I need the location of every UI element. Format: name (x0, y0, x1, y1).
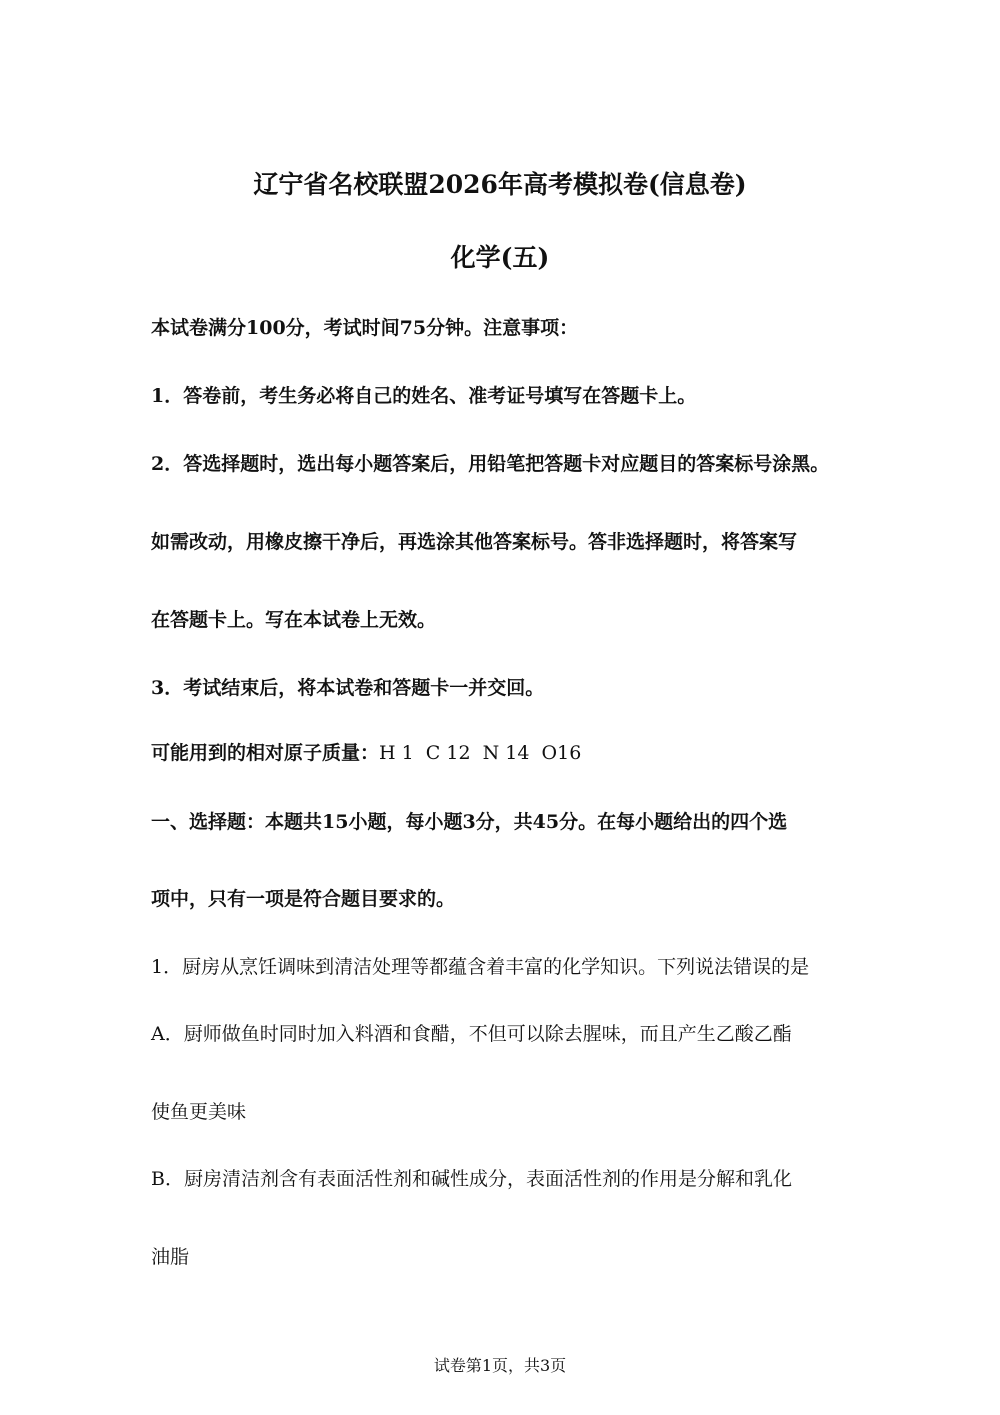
exam-title: 辽宁省名校联盟2026年高考模拟卷(信息卷) (253, 170, 747, 199)
instruction-item-3: 3．考试结束后，将本试卷和答题卡一并交回。 (151, 677, 545, 699)
section-1-heading-line-1: 一、选择题：本题共15小题，每小题3分，共45分。在每小题给出的四个选 (151, 811, 788, 833)
question-1-option-a-line-2: 使鱼更美味 (151, 1101, 247, 1123)
atomic-masses-values: H 1 C 12 N 14 O16 (379, 742, 582, 764)
exam-subtitle: 化学(五) (450, 243, 550, 272)
question-1-option-a-line-1: A．厨师做鱼时同时加入料酒和食醋，不但可以除去腥味，而且产生乙酸乙酯 (151, 1023, 792, 1045)
question-1-stem: 1．厨房从烹饪调味到清洁处理等都蕴含着丰富的化学知识。下列说法错误的是 (151, 956, 810, 978)
atomic-masses (151, 741, 581, 765)
page-footer: 试卷第1页，共3页 (433, 1356, 567, 1375)
section-1-heading-line-2: 项中，只有一项是符合题目要求的。 (151, 888, 456, 910)
atomic-masses-label: 可能用到的相对原子质量： (151, 742, 380, 764)
instruction-item-1: 1．答卷前，考生务必将自己的姓名、准考证号填写在答题卡上。 (151, 385, 697, 407)
instruction-item-2-line-2: 如需改动，用橡皮擦干净后，再选涂其他答案标号。答非选择题时，将答案写 (151, 531, 798, 553)
instructions-intro: 本试卷满分100分，考试时间75分钟。注意事项： (151, 317, 579, 339)
question-1-option-b-line-1: B．厨房清洁剂含有表面活性剂和碱性成分，表面活性剂的作用是分解和乳化 (151, 1168, 792, 1190)
instruction-item-2-line-3: 在答题卡上。写在本试卷上无效。 (151, 609, 437, 631)
question-1-option-b-line-2: 油脂 (151, 1246, 190, 1268)
instruction-item-2-line-1: 2．答选择题时，选出每小题答案后，用铅笔把答题卡对应题目的答案标号涂黑。 (151, 453, 830, 475)
